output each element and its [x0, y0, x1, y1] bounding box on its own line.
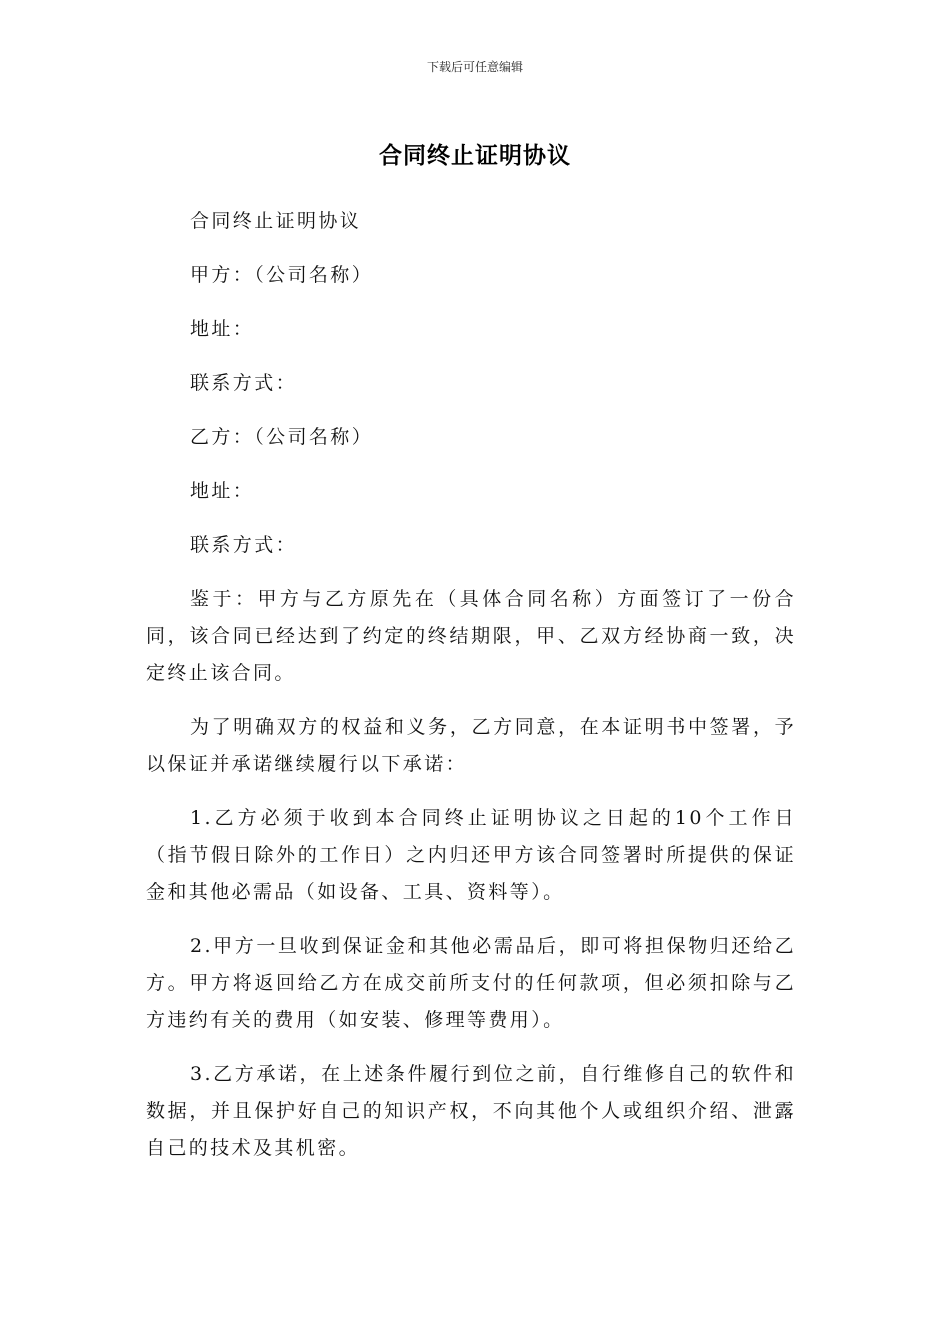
- party-a-address: 地址：: [190, 318, 255, 340]
- document-body: [146, 203, 796, 1184]
- party-a-contact: 联系方式：: [190, 372, 298, 394]
- party-a-name: 甲方：（公司名称）: [190, 264, 374, 286]
- clause-2: 2.甲方一旦收到保证金和其他必需品后，即可将担保物归还给乙方。甲方将返回给乙方在成交前所支付的任何款项，但必须扣除与乙方违约有关的费用（如安装、修理等费用）。: [146, 935, 796, 1031]
- clause-1: 1.乙方必须于收到本合同终止证明协议之日起的10个工作日（指节假日除外的工作日）之内归还甲方该合同签署时所提供的保证金和其他必需品（如设备、工具、资料等）。: [146, 807, 796, 903]
- party-b-contact: 联系方式：: [190, 534, 298, 556]
- paragraph-recital: 鉴于：甲方与乙方原先在（具体合同名称）方面签订了一份合同，该合同已经达到了约定的终结期限，甲、乙双方经协商一致，决定终止该合同。: [146, 588, 796, 684]
- page-header-note: 下载后可任意编辑: [426, 60, 523, 74]
- clause-3: 3.乙方承诺，在上述条件履行到位之前，自行维修自己的软件和数据，并且保护好自己的知识产权，不向其他个人或组织介绍、泄露自己的技术及其机密。: [146, 1063, 796, 1159]
- paragraph-undertaking-intro: 为了明确双方的权益和义务，乙方同意，在本证明书中签署，予以保证并承诺继续履行以下承诺：: [146, 716, 796, 775]
- document-title: 合同终止证明协议: [379, 143, 571, 169]
- party-b-name: 乙方：（公司名称）: [190, 426, 374, 448]
- party-b-address: 地址：: [190, 480, 255, 502]
- document-subtitle: 合同终止证明协议: [190, 210, 362, 232]
